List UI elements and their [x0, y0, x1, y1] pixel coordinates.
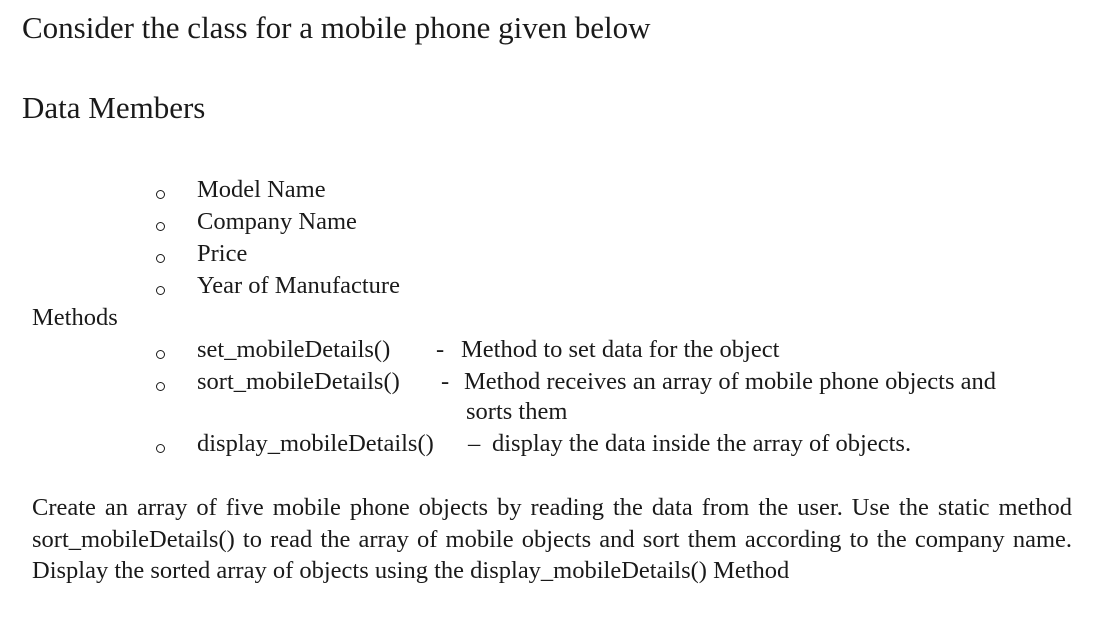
method-description: Method receives an array of mobile phone objects and — [464, 368, 997, 395]
data-member-item: Model Name — [197, 176, 326, 203]
method-separator: - — [436, 336, 445, 363]
bullet-icon — [156, 444, 165, 453]
data-member-item: Company Name — [197, 208, 357, 235]
methods-heading: Methods — [32, 304, 118, 331]
instructions-paragraph: Create an array of five mobile phone objects by reading the data from the user. Use the static method sort_mobileDetails() to read the array of mobile objects and sort them according to the company name. Display the sorted array of objects using the display_mobileDetails() Method — [32, 494, 1072, 584]
bullet-icon — [156, 350, 165, 359]
method-description: display the data inside the array of objects. — [492, 430, 912, 457]
data-members-heading: Data Members — [22, 90, 206, 125]
method-description: Method to set data for the object — [461, 336, 780, 363]
bullet-icon — [156, 222, 165, 231]
method-separator: – — [468, 430, 481, 457]
method-name: sort_mobileDetails() — [197, 368, 400, 395]
method-name: display_mobileDetails() — [197, 430, 434, 457]
bullet-icon — [156, 382, 165, 391]
bullet-icon — [156, 254, 165, 263]
bullet-icon — [156, 190, 165, 199]
method-separator: - — [441, 368, 450, 395]
page-title: Consider the class for a mobile phone given below — [22, 10, 651, 45]
data-member-item: Year of Manufacture — [197, 272, 400, 299]
bullet-icon — [156, 286, 165, 295]
method-description-continued: sorts them — [466, 398, 568, 425]
method-name: set_mobileDetails() — [197, 336, 391, 363]
data-member-item: Price — [197, 240, 248, 267]
